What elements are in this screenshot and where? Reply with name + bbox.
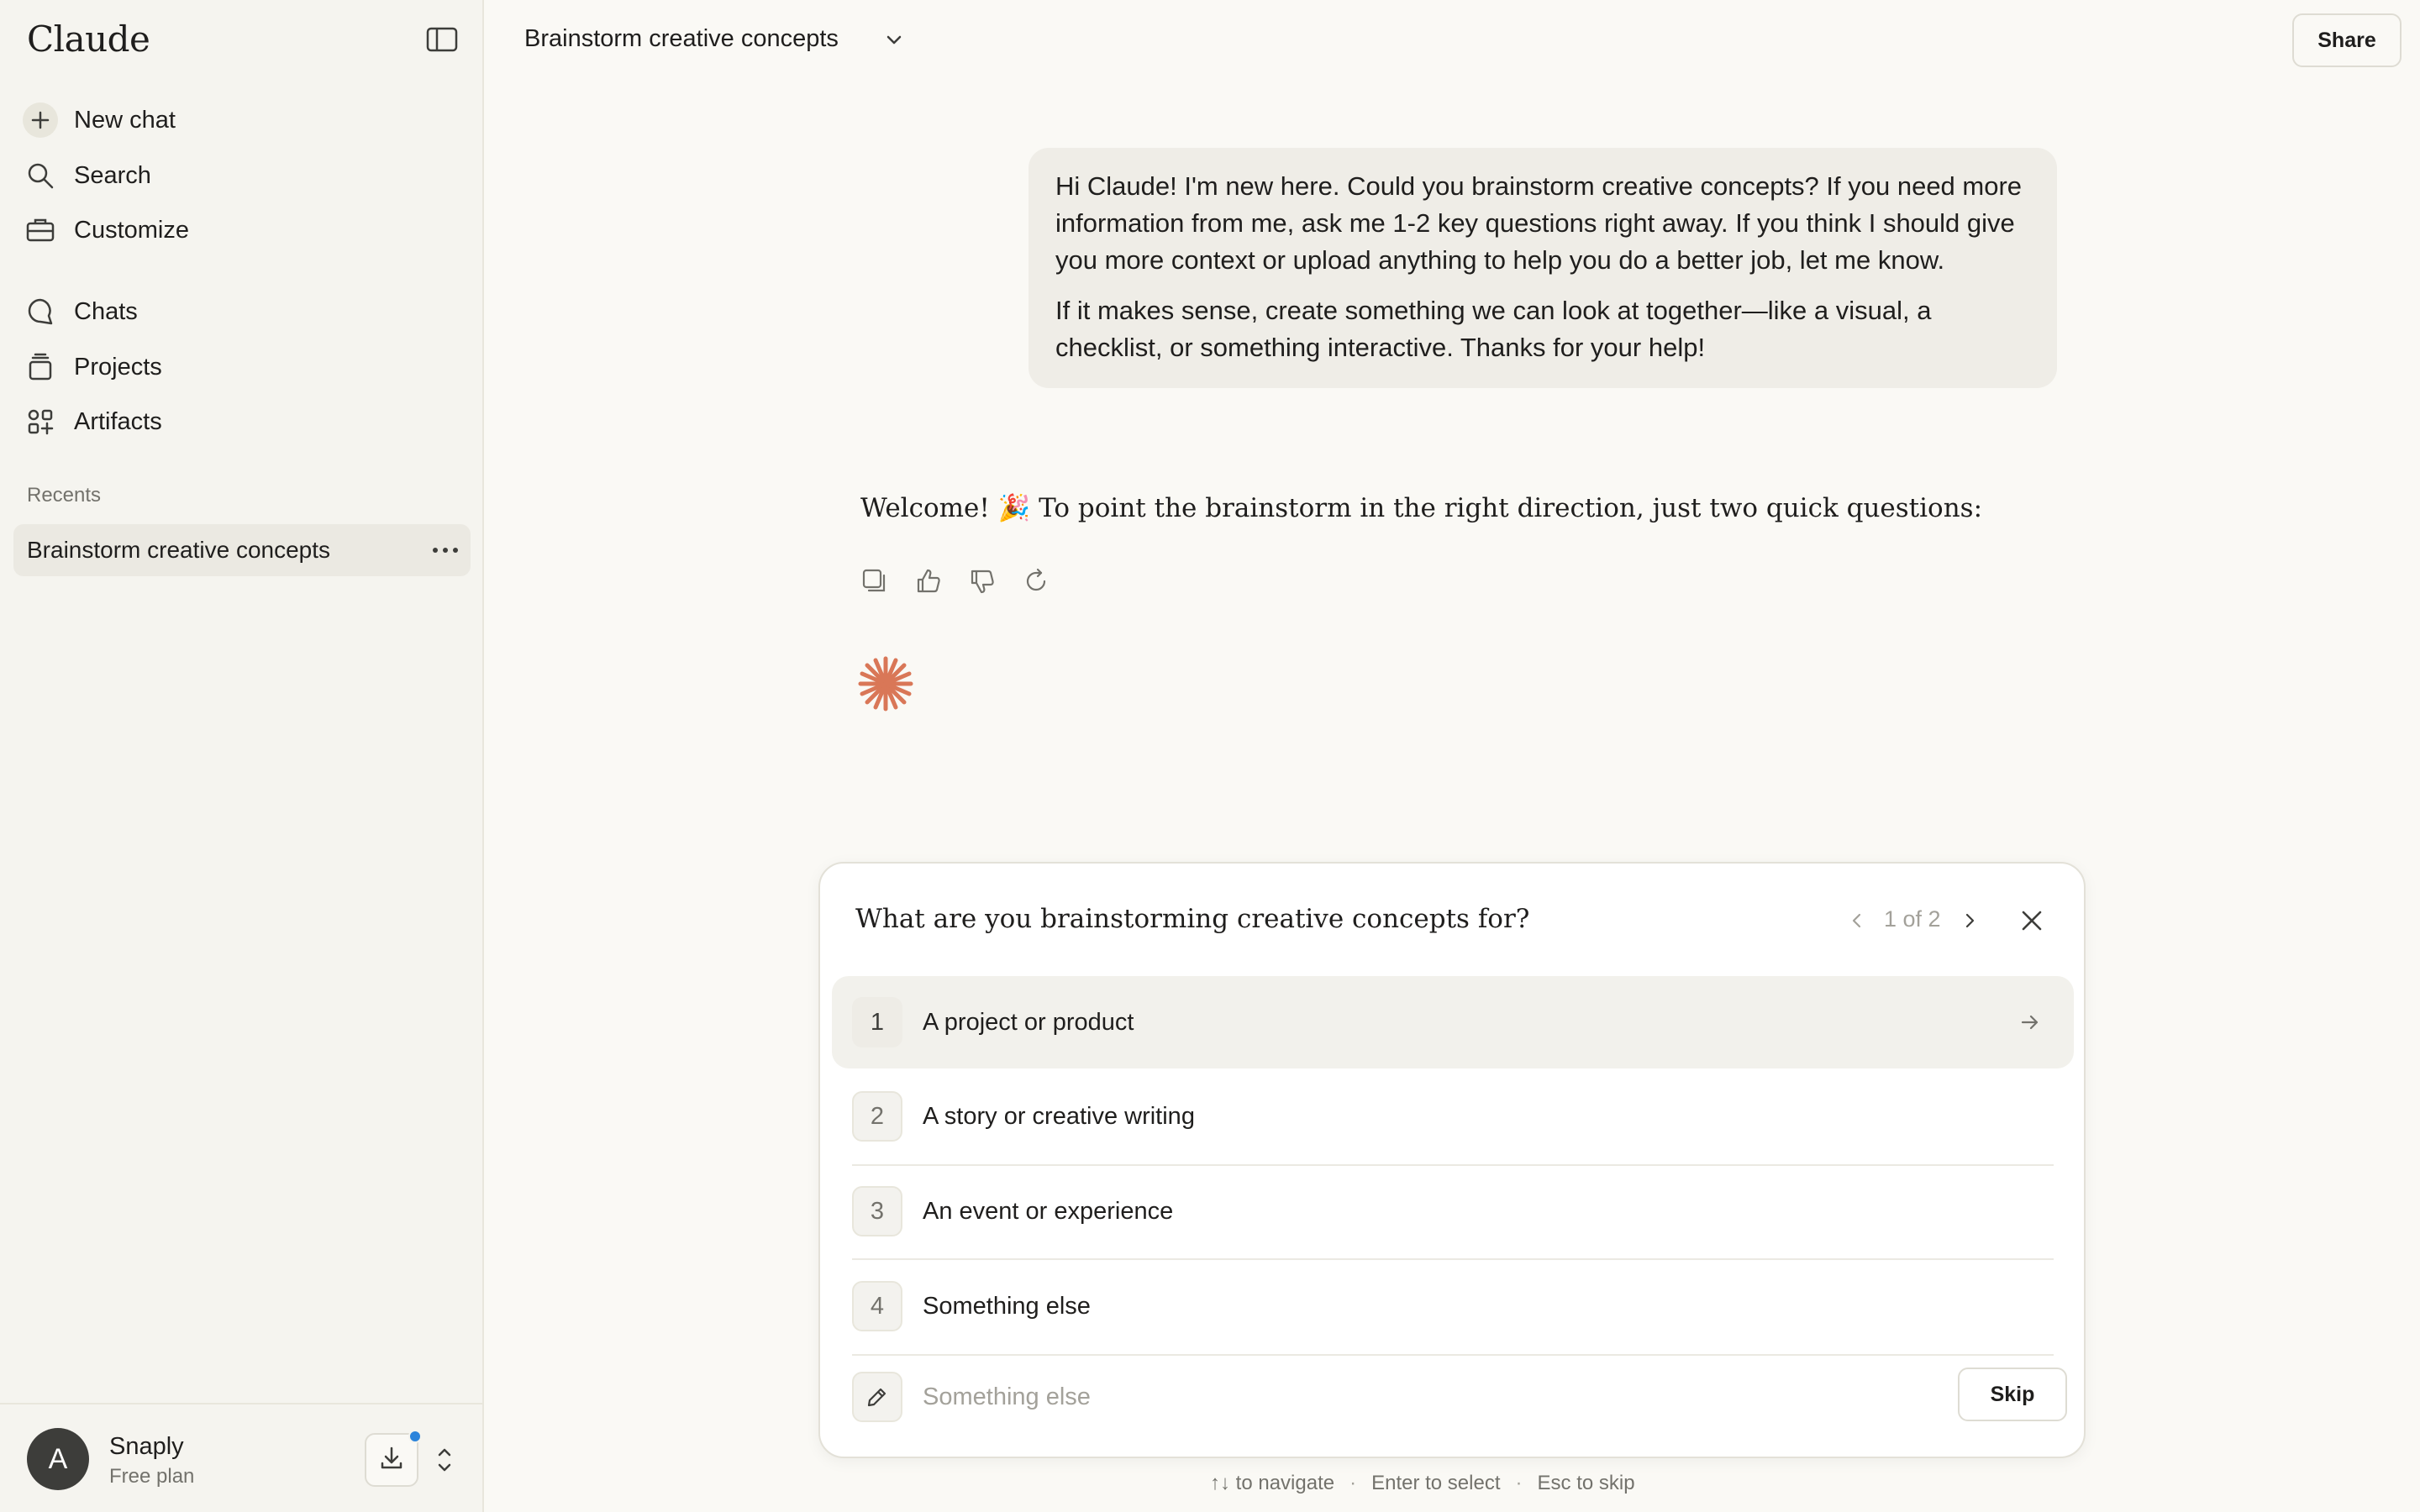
hint-navigate: ↑↓ to navigate <box>1210 1472 1335 1494</box>
sidebar <box>0 0 484 1512</box>
chevron-left-icon[interactable] <box>1847 909 1867 932</box>
message-actions <box>859 564 1052 598</box>
question-option[interactable] <box>832 1260 2074 1352</box>
user-menu[interactable] <box>0 1403 482 1512</box>
plus-icon <box>20 100 60 140</box>
user-name: Snaply <box>109 1433 184 1460</box>
chat-bubble-icon <box>20 291 60 332</box>
search-button[interactable] <box>20 152 464 199</box>
sidebar-item-chats[interactable] <box>20 288 464 335</box>
thumbs-up-icon[interactable] <box>913 564 944 598</box>
option-number: 1 <box>852 997 902 1047</box>
nav-label: Artifacts <box>74 407 162 435</box>
custom-answer-row <box>832 1361 2074 1433</box>
skip-button[interactable]: Skip <box>1958 1368 2067 1421</box>
nav-label: Search <box>74 161 151 189</box>
share-button[interactable]: Share <box>2292 13 2402 67</box>
artifacts-grid-icon <box>20 402 60 442</box>
recent-chat-item[interactable] <box>13 524 471 576</box>
copy-icon[interactable] <box>859 564 891 598</box>
option-number: 2 <box>852 1091 902 1142</box>
option-number: 4 <box>852 1281 902 1331</box>
hint-select: Enter to select <box>1371 1472 1501 1494</box>
option-label: An event or experience <box>923 1197 1174 1225</box>
assistant-message: Welcome! 🎉 To point the brainstorm in the right direction, just two quick questions: <box>860 493 1983 523</box>
option-label: A story or creative writing <box>923 1102 1195 1130</box>
user-plan: Free plan <box>109 1465 195 1488</box>
question-card <box>818 862 2086 1458</box>
option-label: Something else <box>923 1292 1091 1320</box>
recent-chat-label: Brainstorm creative concepts <box>27 537 331 563</box>
more-options-icon[interactable] <box>420 533 471 567</box>
question-pager: 1 of 2 <box>1884 906 1941 932</box>
avatar[interactable]: A <box>27 1428 89 1490</box>
user-message-paragraph: If it makes sense, create something we can look at together—like a visual, a checklist, or something interactive. Thanks for your help! <box>1055 296 1932 362</box>
recents-heading: Recents <box>27 484 102 507</box>
customize-button[interactable] <box>20 207 464 254</box>
option-number: 3 <box>852 1186 902 1236</box>
briefcase-icon <box>20 210 60 250</box>
close-icon[interactable] <box>2017 906 2047 936</box>
chat-title[interactable]: Brainstorm creative concepts <box>524 25 839 52</box>
retry-icon[interactable] <box>1020 564 1052 598</box>
pencil-icon <box>852 1372 902 1422</box>
option-label: A project or product <box>923 1008 1134 1036</box>
sidebar-toggle-icon[interactable] <box>425 25 459 54</box>
nav-label: Chats <box>74 297 138 325</box>
question-option[interactable] <box>832 976 2074 1068</box>
hint-separator: · <box>1515 1472 1523 1494</box>
download-icon <box>378 1445 405 1476</box>
user-message-paragraph: Hi Claude! I'm new here. Could you brainstorm creative concepts? If you need more information from me, ask me 1-2 key questions right away. If you think I should give you more context or upload anything to help you do a better job, let me know. <box>1055 171 2023 275</box>
user-message <box>1028 148 2057 388</box>
keyboard-hints <box>1210 1472 1635 1495</box>
question-option[interactable] <box>832 1165 2074 1257</box>
sidebar-item-projects[interactable] <box>20 344 464 391</box>
brand-logo[interactable]: Claude <box>27 18 150 60</box>
hint-separator: · <box>1349 1472 1357 1494</box>
claude-spark-icon <box>855 654 916 714</box>
chevron-down-icon[interactable] <box>882 29 906 52</box>
chevron-up-down-icon[interactable] <box>435 1443 454 1477</box>
thumbs-down-icon[interactable] <box>966 564 998 598</box>
chevron-right-icon[interactable] <box>1960 909 1980 932</box>
custom-answer-input[interactable] <box>923 1383 1914 1411</box>
folder-stack-icon <box>20 347 60 387</box>
hint-skip: Esc to skip <box>1537 1472 1635 1494</box>
new-chat-button[interactable] <box>20 97 464 144</box>
nav-label: Projects <box>74 353 162 381</box>
arrow-right-icon <box>2013 1005 2047 1039</box>
nav-label: New chat <box>74 106 176 134</box>
question-title: What are you brainstorming creative concepts for? <box>855 904 1530 934</box>
search-icon <box>20 155 60 196</box>
option-divider <box>852 1354 2054 1356</box>
notification-dot <box>408 1430 422 1443</box>
nav-label: Customize <box>74 216 189 244</box>
question-option[interactable] <box>832 1070 2074 1163</box>
sidebar-item-artifacts[interactable] <box>20 398 464 445</box>
